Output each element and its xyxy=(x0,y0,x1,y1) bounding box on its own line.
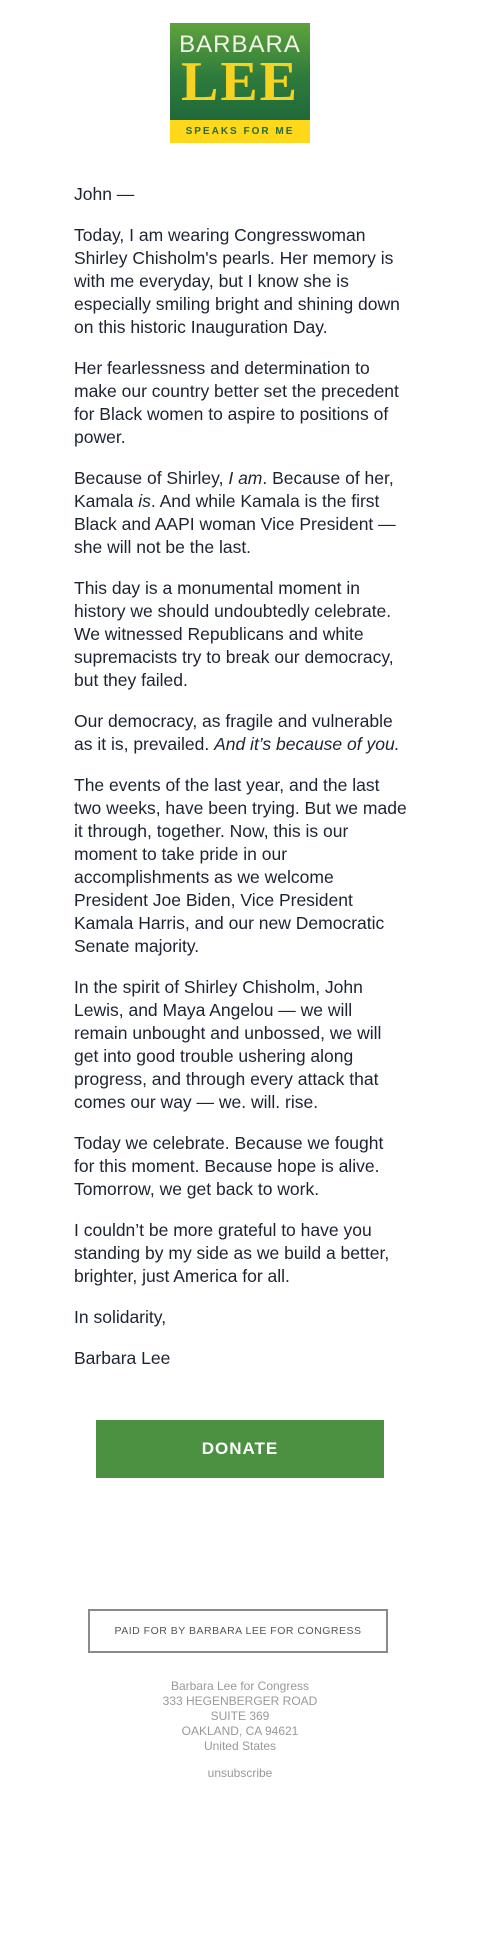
logo-tagline: SPEAKS FOR ME xyxy=(170,120,310,143)
p3-emphasis-is: is xyxy=(138,491,151,511)
address-city: OAKLAND, CA 94621 xyxy=(181,1724,299,1738)
logo-green-panel xyxy=(170,23,310,120)
address-org: Barbara Lee for Congress xyxy=(170,1679,310,1693)
paragraph-9: I couldn’t be more grateful to have you standing by my side as we build a better, brighter, just America for all. xyxy=(74,1220,390,1286)
paragraph-8: Today we celebrate. Because we fought for this moment. Because hope is alive. Tomorrow, we get back to work. xyxy=(74,1133,384,1199)
p3-emphasis-i-am: I am xyxy=(228,468,263,488)
paragraph-2: Her fearlessness and determination to make our country better set the precedent for Black women to aspire to positions of power. xyxy=(74,358,399,447)
address-country: United States xyxy=(203,1739,277,1753)
closing: In solidarity, xyxy=(74,1307,167,1327)
paragraph-3 xyxy=(74,467,408,559)
logo-first-name: BARBARA xyxy=(179,31,301,58)
address-street: 333 HEGENBERGER ROAD xyxy=(162,1694,318,1708)
signature: Barbara Lee xyxy=(74,1348,171,1368)
paid-for-disclaimer: PAID FOR BY BARBARA LEE FOR CONGRESS xyxy=(88,1609,388,1653)
barbara-lee-logo xyxy=(170,23,310,143)
p3-part-a: Because of Shirley, xyxy=(74,468,229,488)
paragraph-4: This day is a monumental moment in history we should undoubtedly celebrate. We witnessed Republicans and white supremacists try to break our democracy, but they failed. xyxy=(74,578,394,690)
letter-body xyxy=(74,183,408,1388)
mailing-address xyxy=(0,1679,480,1754)
logo-last-name: LEE xyxy=(180,51,300,113)
paragraph-5 xyxy=(74,710,408,756)
paragraph-7: In the spirit of Shirley Chisholm, John Lewis, and Maya Angelou — we will remain unbought and unbossed, we will get into good trouble ushering along progress, and through every attack that comes our way — we. will. rise. xyxy=(74,977,382,1112)
p5-part-a: Our democracy, as fragile and vulnerable as it is, prevailed. xyxy=(74,711,393,754)
paragraph-6: The events of the last year, and the last two weeks, have been trying. But we made it through, together. Now, this is our moment to take pride in our accomplishments as we welcome President Joe Biden, Vice President Kamala Harris, and our new Democratic Senate majority. xyxy=(74,775,407,956)
p3-part-e: . And while Kamala is the first Black and AAPI woman Vice President — she will not be the last. xyxy=(74,491,396,557)
address-suite: SUITE 369 xyxy=(210,1709,270,1723)
donate-button[interactable]: DONATE xyxy=(96,1420,384,1478)
p5-emphasis: And it’s because of you. xyxy=(214,734,400,754)
p3-part-c: . Because of her, Kamala xyxy=(74,468,394,511)
unsubscribe-link[interactable]: unsubscribe xyxy=(207,1766,273,1780)
paragraph-1: Today, I am wearing Congresswoman Shirley Chisholm's pearls. Her memory is with me everyday, but I know she is especially smiling bright and shining down on this historic Inauguration Day. xyxy=(74,225,400,337)
greeting: John — xyxy=(74,184,135,204)
